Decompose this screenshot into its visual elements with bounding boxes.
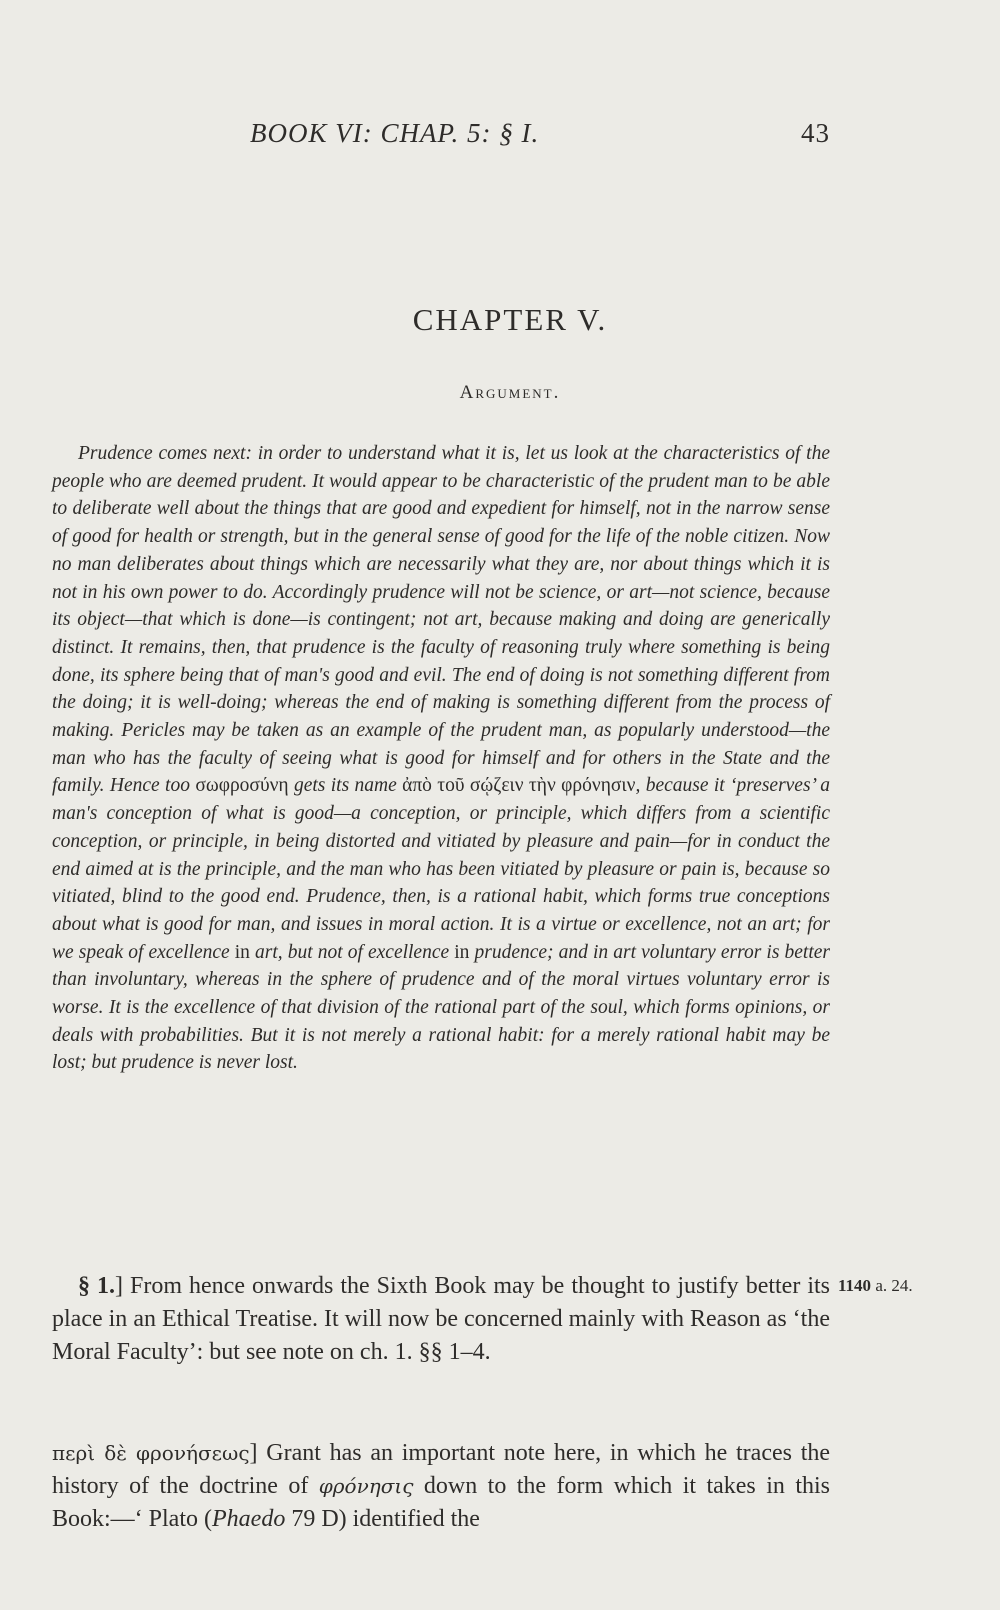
commentary-paragraph-2 [52,1437,830,1536]
section-reference: § 1. [78,1273,116,1299]
commentary-text: down to the form which it takes in this Book:—‘ Plato ( [52,1473,830,1532]
work-title: Phaedo [212,1506,286,1532]
commentary-text: ] Grant has an important note here, in which he traces the history of the doctrine of [52,1440,831,1499]
chapter-title: CHAPTER V. [412,302,608,337]
bekker-page: 1140 [838,1276,872,1295]
greek-lemma: περὶ δὲ φρονήσεως [52,1441,250,1465]
argument-text: , because it ‘preserves’ a man's conception of what is good—a conception, or principle, which differs from a scientific conception, or principle, in being distorted and vitiated by pleasure and pain—for in conduct the end aimed at is the principle, and the man who has been vitiated by pleasure or pain is, because so vitiated, blind to the good end. Prudence, then, is a rational habit, which forms true conceptions about what is good for man, and issues in moral action. It is a virtue or excellence, not an art; for we speak of excellence [52,775,830,963]
commentary-text: ] From hence onwards the Sixth Book may be thought to justify better its place in an Ethical Treatise. It will now be concerned mainly with Reason as ‘the Moral Faculty’: but see note on ch. 1. §§ 1–4. [52,1273,831,1365]
roman-word: in [234,941,250,963]
page-number: 43 [801,118,830,148]
argument-text: Prudence comes next: in order to understand what it is, let us look at the characteristics of the people who are deemed prudent. It would appear to be characteristic of the prudent man to be able to deliberate well about the things that are good and expedient for himself, not in the narrow sense of good for health or strength, but in the general sense of good for the life of the noble citizen. Now no man deliberates about things which are necessarily what they are, nor about things which it is not in his own power to do. Accordingly prudence will not be science, or art—not science, because its object—that which is done—is contingent; not art, because making and doing are generically distinct. It remains, then, that prudence is the faculty of reasoning truly where something is being done, its sphere being that of man's good and evil. The end of doing is not something different from the doing; it is well-doing; whereas the end of making is something different from the process of making. Pericles may be taken as an example of the prudent man, as popularly understood—the man who has the faculty of seeing what is good for himself and for others in the State and the family. Hence too [52,443,830,797]
argument-heading: Argument. [459,382,561,403]
argument-text: art, but not of excellence [249,941,455,963]
running-head [250,118,830,158]
commentary-text: 79 D) identified the [285,1506,480,1532]
greek-term: φρόνησις [318,1474,414,1498]
roman-word: in [454,941,470,963]
bekker-column: a. 24. [871,1276,913,1295]
argument-text: gets its name [288,775,403,797]
commentary-paragraph-1 [52,1270,830,1369]
greek-phrase: ἀπὸ τοῦ σῴζειν τὴν φρόνησιν [402,775,636,797]
argument-text: prudence; and in art voluntary error is better than involuntary, whereas in the sphere of prudence and of the moral virtues voluntary error is worse. It is the excellence of that division of the rational part of the soul, which forms opinions, or deals with probabilities. But it is not merely a rational habit: for a merely rational habit may be lost; but prudence is never lost. [52,941,830,1074]
argument-paragraph [52,440,830,1077]
bekker-reference [838,1276,913,1296]
running-title: BOOK VI: CHAP. 5: § I. [250,118,540,148]
greek-word: σωφροσύνη [195,775,289,797]
